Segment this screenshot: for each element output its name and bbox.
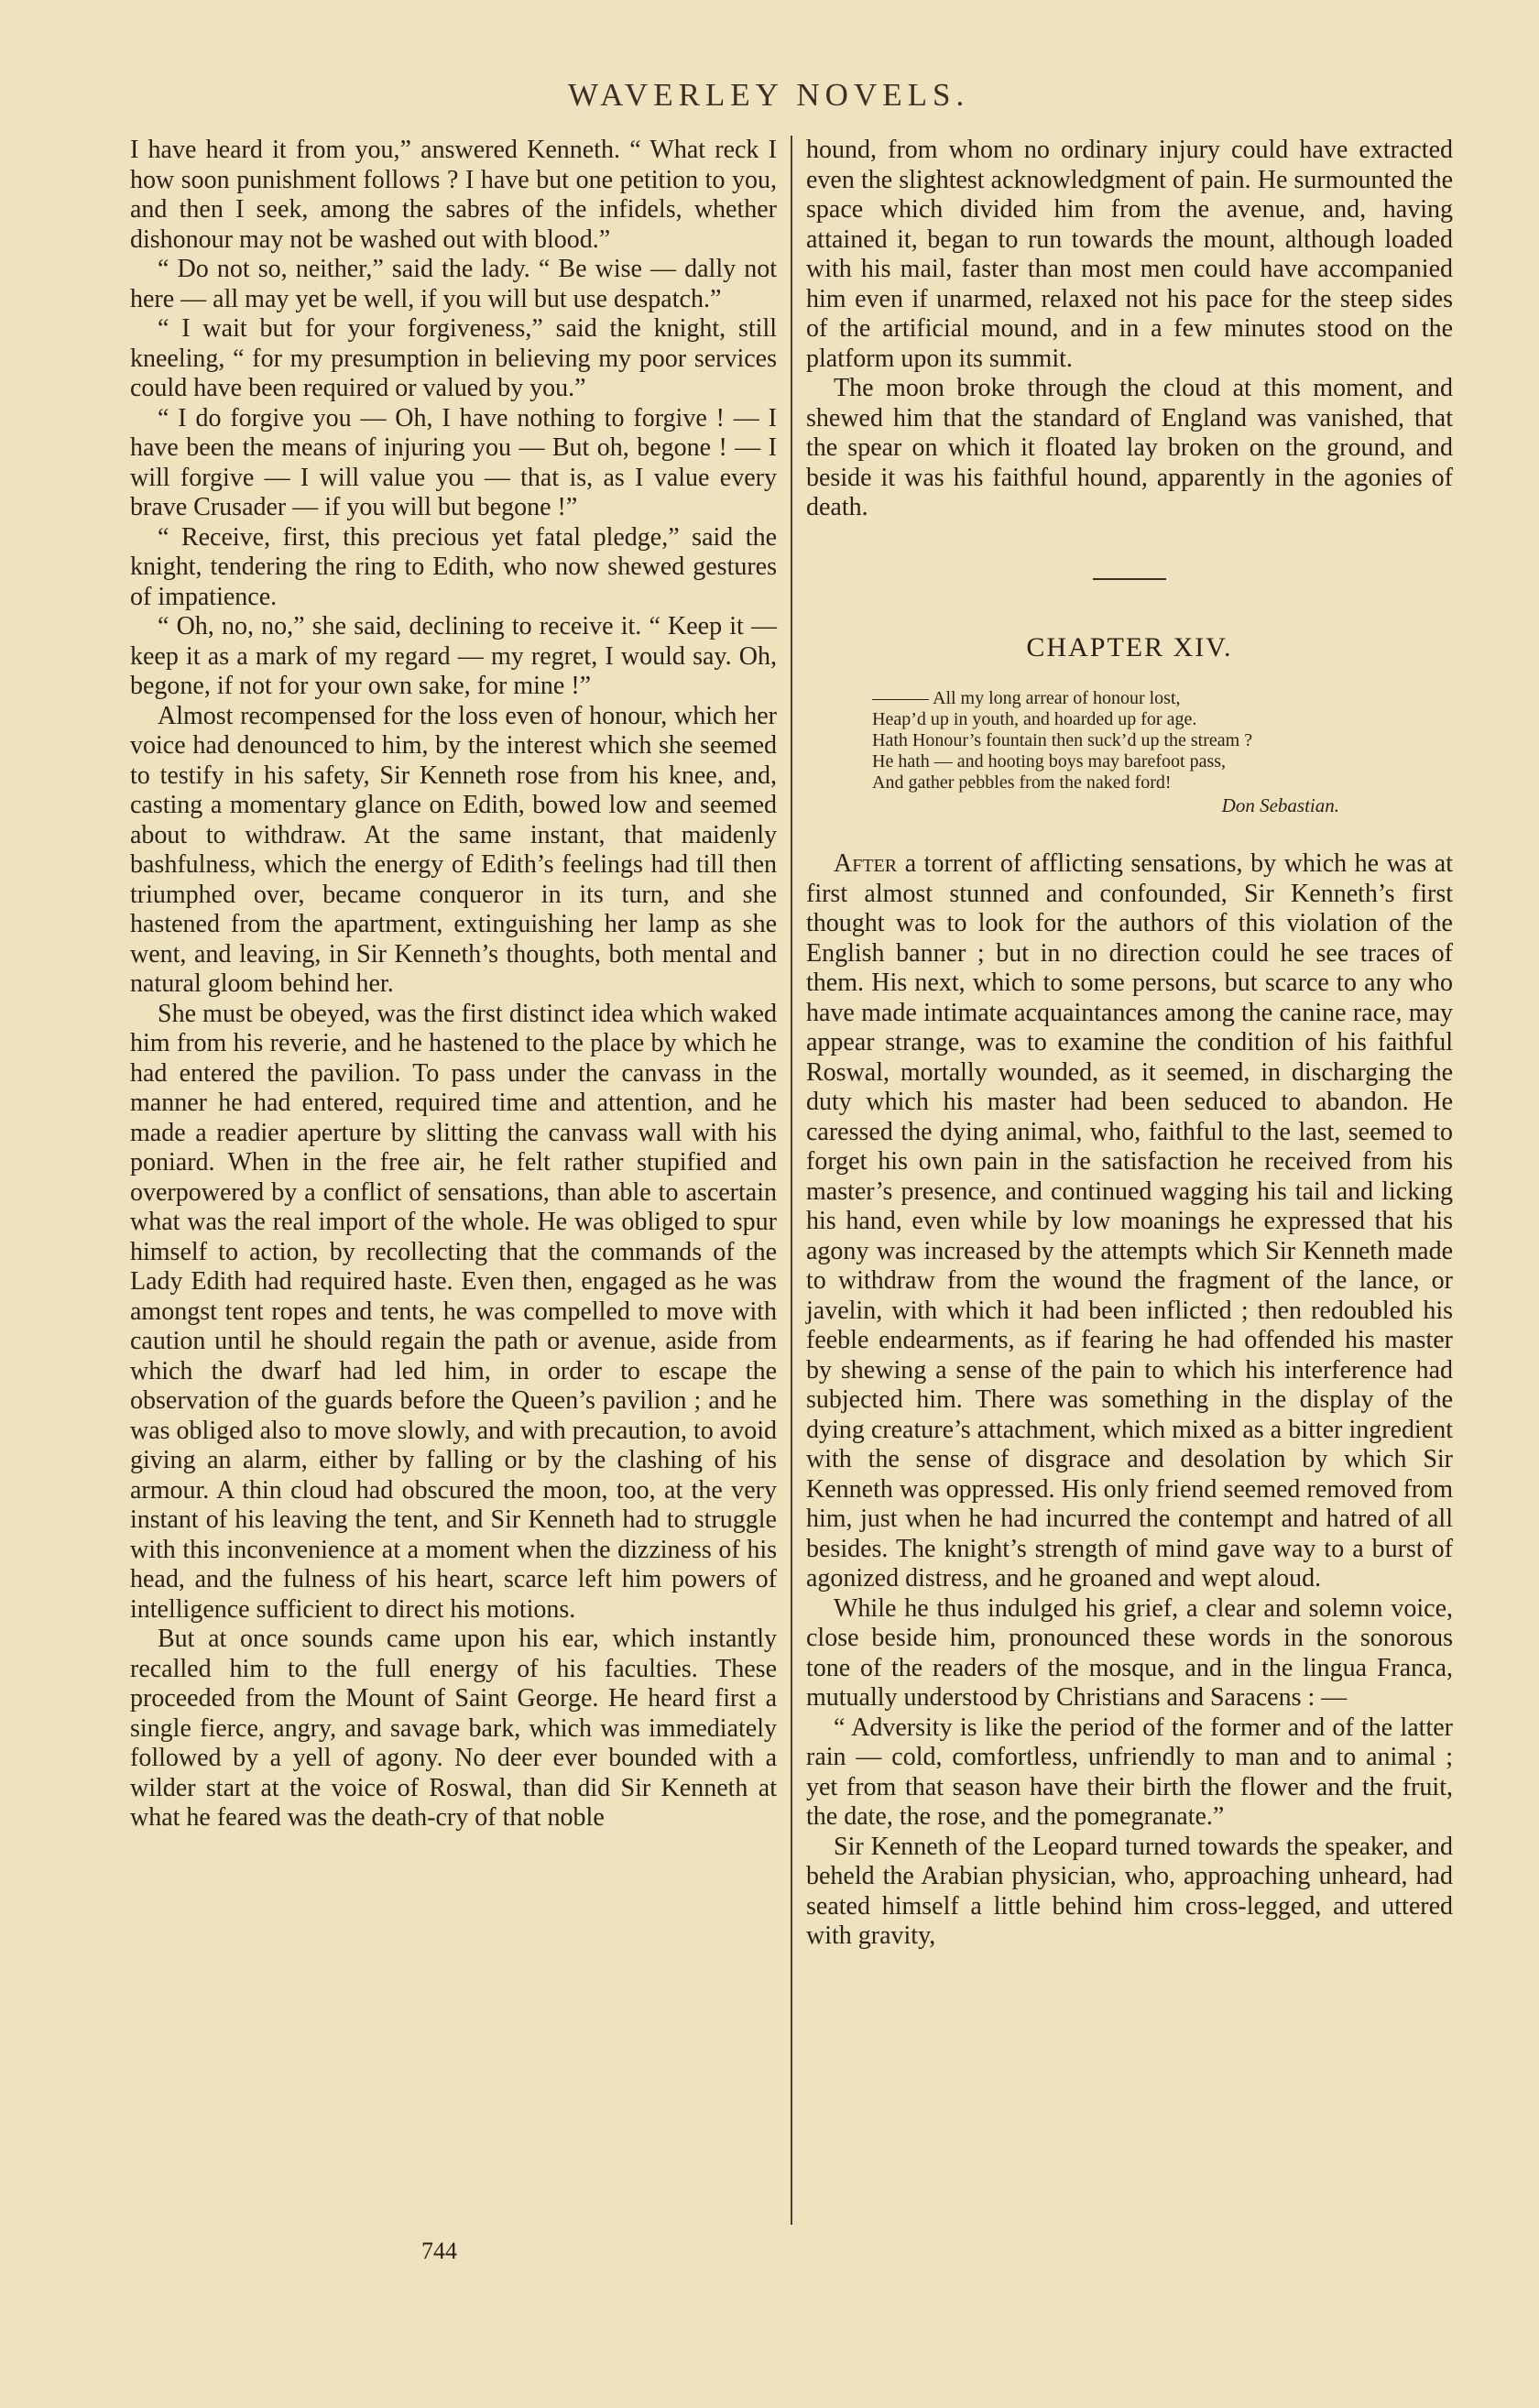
paragraph: She must be obeyed, was the first distinct idea which waked him from his reverie, and he hastened to the place by which he had entered the pavilion. To pass under the canvass in the manner he had entered, required time and attention, and he made a readier aperture by slitting the canvass wall with his poniard. When in the free air, he felt rather stupified and overpowered by a conflict of sensations, than able to ascertain what was the real import of the whole. He was obliged to spur himself to action, by recollecting that the commands of the Lady Edith had required haste. Even then, engaged as he was amongst tent ropes and tents, he was compelled to move with caution until he should regain the path or avenue, aside from which the dwarf had led him, in order to escape the observation of the guards before the Queen’s pavilion ; and he was obliged also to move slowly, and with precaution, to avoid giving an alarm, either by falling or by the clashing of his armour. A thin cloud had obscured the moon, too, at the very instant of his leaving the tent, and Sir Kenneth had to struggle with this inconvenience at a moment when the dizziness of his head, and the fulness of his heart, scarce left him powers of intelligence sufficient to direct his motions.	[130, 999, 777, 1624]
paragraph: “ Oh, no, no,” she said, declining to receive it. “ Keep it — keep it as a mark of my regard — my regret, I would say. Oh, begone, if not for your own sake, for mine !”	[130, 612, 777, 700]
epigraph-source: Don Sebastian.	[1221, 794, 1339, 816]
left-column	[130, 136, 777, 1833]
epigraph-line: Hath Honour’s fountain then suck’d up the stream ?	[872, 730, 1253, 750]
paragraph: “ I do forgive you — Oh, I have nothing to forgive ! — I have been the means of injuring you — But oh, begone ! — I will forgive — I will value you — that is, as I value every brave Crusader — if you will but begone !”	[130, 403, 777, 521]
paragraph: hound, from whom no ordinary injury could have extracted even the slightest acknowledgment of pain. He surmounted the space which divided him from the avenue, and, having attained it, began to run towards the mount, although loaded with his mail, faster than most men could have accompanied him even if unarmed, relaxed not his pace for the steep sides of the artificial mound, and in a few minutes stood on the platform upon its summit.	[806, 136, 1453, 373]
page-number: 744	[421, 2238, 457, 2264]
epigraph-line: All my long arrear of honour lost,	[872, 688, 1348, 709]
paragraph: “ Do not so, neither,” said the lady. “ Be wise — dally not here — all may yet be well, if you will but use despatch.”	[130, 255, 777, 313]
right-column	[806, 136, 1453, 1952]
paragraph: After a torrent of afflicting sensations, by which he was at first almost stunned and confounded, Sir Kenneth’s first thought was to look for the authors of this violation of the English banner ; but in no direction could he see traces of them. His next, which to some persons, but scarce to any who have made intimate acquaintances among the canine race, may appear strange, was to examine the condition of his faithful Roswal, mortally wounded, as it seemed, in discharging the duty which his master had been seduced to abandon. He caressed the dying animal, who, faithful to the last, seemed to forget his own pain in the satisfaction he received from his master’s presence, and continued wagging his tail and licking his hand, even while by low moanings he expressed that his agony was increased by the attempts which Sir Kenneth made to withdraw from the wound the fragment of the lance, or javelin, with which it had been inflicted ; then redoubled his feeble endearments, as if fearing he had offended his master by shewing a sense of the pain to which his interference had subjected him. There was something in the display of the dying creature’s attachment, which mixed as a bitter ingredient with the sense of disgrace and desolation by which Sir Kenneth was oppressed. His only friend seemed removed from him, just when he had incurred the contempt and hatred of all besides. The knight’s strength of mind gave way to a burst of agonized distress, and he groaned and wept aloud.	[806, 849, 1453, 1593]
section-divider	[1093, 578, 1166, 580]
epigraph-dash	[872, 699, 929, 700]
paragraph: Sir Kenneth of the Leopard turned towards the speaker, and beheld the Arabian physician, who, approaching unheard, had seated himself a little behind him cross-legged, and uttered with gravity,	[806, 1832, 1453, 1950]
paragraph: “ Adversity is like the period of the former and of the latter rain — cold, comfortless, unfriendly to man and to animal ; yet from that season have their birth the flower and the fruit, the date, the rose, and the pomegranate.”	[806, 1713, 1453, 1831]
chapter-title: CHAPTER XIV.	[1026, 631, 1233, 662]
running-head: WAVERLEY NOVELS.	[568, 77, 970, 113]
chapter-first-word: After	[834, 849, 898, 878]
paragraph: “ Receive, first, this precious yet fatal pledge,” said the knight, tendering the ring to Edith, who now shewed gestures of impatience.	[130, 522, 777, 611]
paragraph: Almost recompensed for the loss even of honour, which her voice had denounced to him, by the interest which she seemed to testify in his safety, Sir Kenneth rose from his knee, and, casting a momentary glance on Edith, bowed low and seemed about to withdraw. At the same instant, that maidenly bashfulness, which the energy of Edith’s feelings had till then triumphed over, became conqueror in its turn, and she hastened from the apartment, extinguishing her lamp as she went, and leaving, in Sir Kenneth’s thoughts, both mental and natural gloom behind her.	[130, 701, 777, 998]
epigraph-line: And gather pebbles from the naked ford!	[872, 772, 1172, 793]
epigraph-line: He hath — and hooting boys may barefoot pass,	[872, 751, 1227, 772]
epigraph	[872, 688, 1348, 816]
paragraph: While he thus indulged his grief, a clear and solemn voice, close beside him, pronounced these words in the sonorous tone of the readers of the mosque, and in the lingua Franca, mutually understood by Christians and Saracens : —	[806, 1593, 1453, 1712]
paragraph: I have heard it from you,” answered Kenneth. “ What reck I how soon punishment follows ? I have but one petition to you, and then I seek, among the sabres of the infidels, whether dishonour may not be washed out with blood.”	[130, 136, 777, 254]
paragraph: “ I wait but for your forgiveness,” said the knight, still kneeling, “ for my presumption in believing my poor services could have been required or valued by you.”	[130, 314, 777, 402]
paragraph: But at once sounds came upon his ear, which instantly recalled him to the full energy of his faculties. These proceeded from the Mount of Saint George. He heard first a single fierce, angry, and savage bark, which was immediately followed by a yell of agony. No deer ever bounded with a wilder start at the voice of Roswal, than did Sir Kenneth at what he feared was the death-cry of that noble	[130, 1625, 777, 1832]
column-divider	[791, 136, 792, 2225]
epigraph-line: Heap’d up in youth, and hoarded up for age.	[872, 709, 1197, 729]
paragraph: The moon broke through the cloud at this moment, and shewed him that the standard of England was vanished, that the spear on which it floated lay broken on the ground, and beside it was his faithful hound, apparently in the agonies of death.	[806, 374, 1453, 521]
